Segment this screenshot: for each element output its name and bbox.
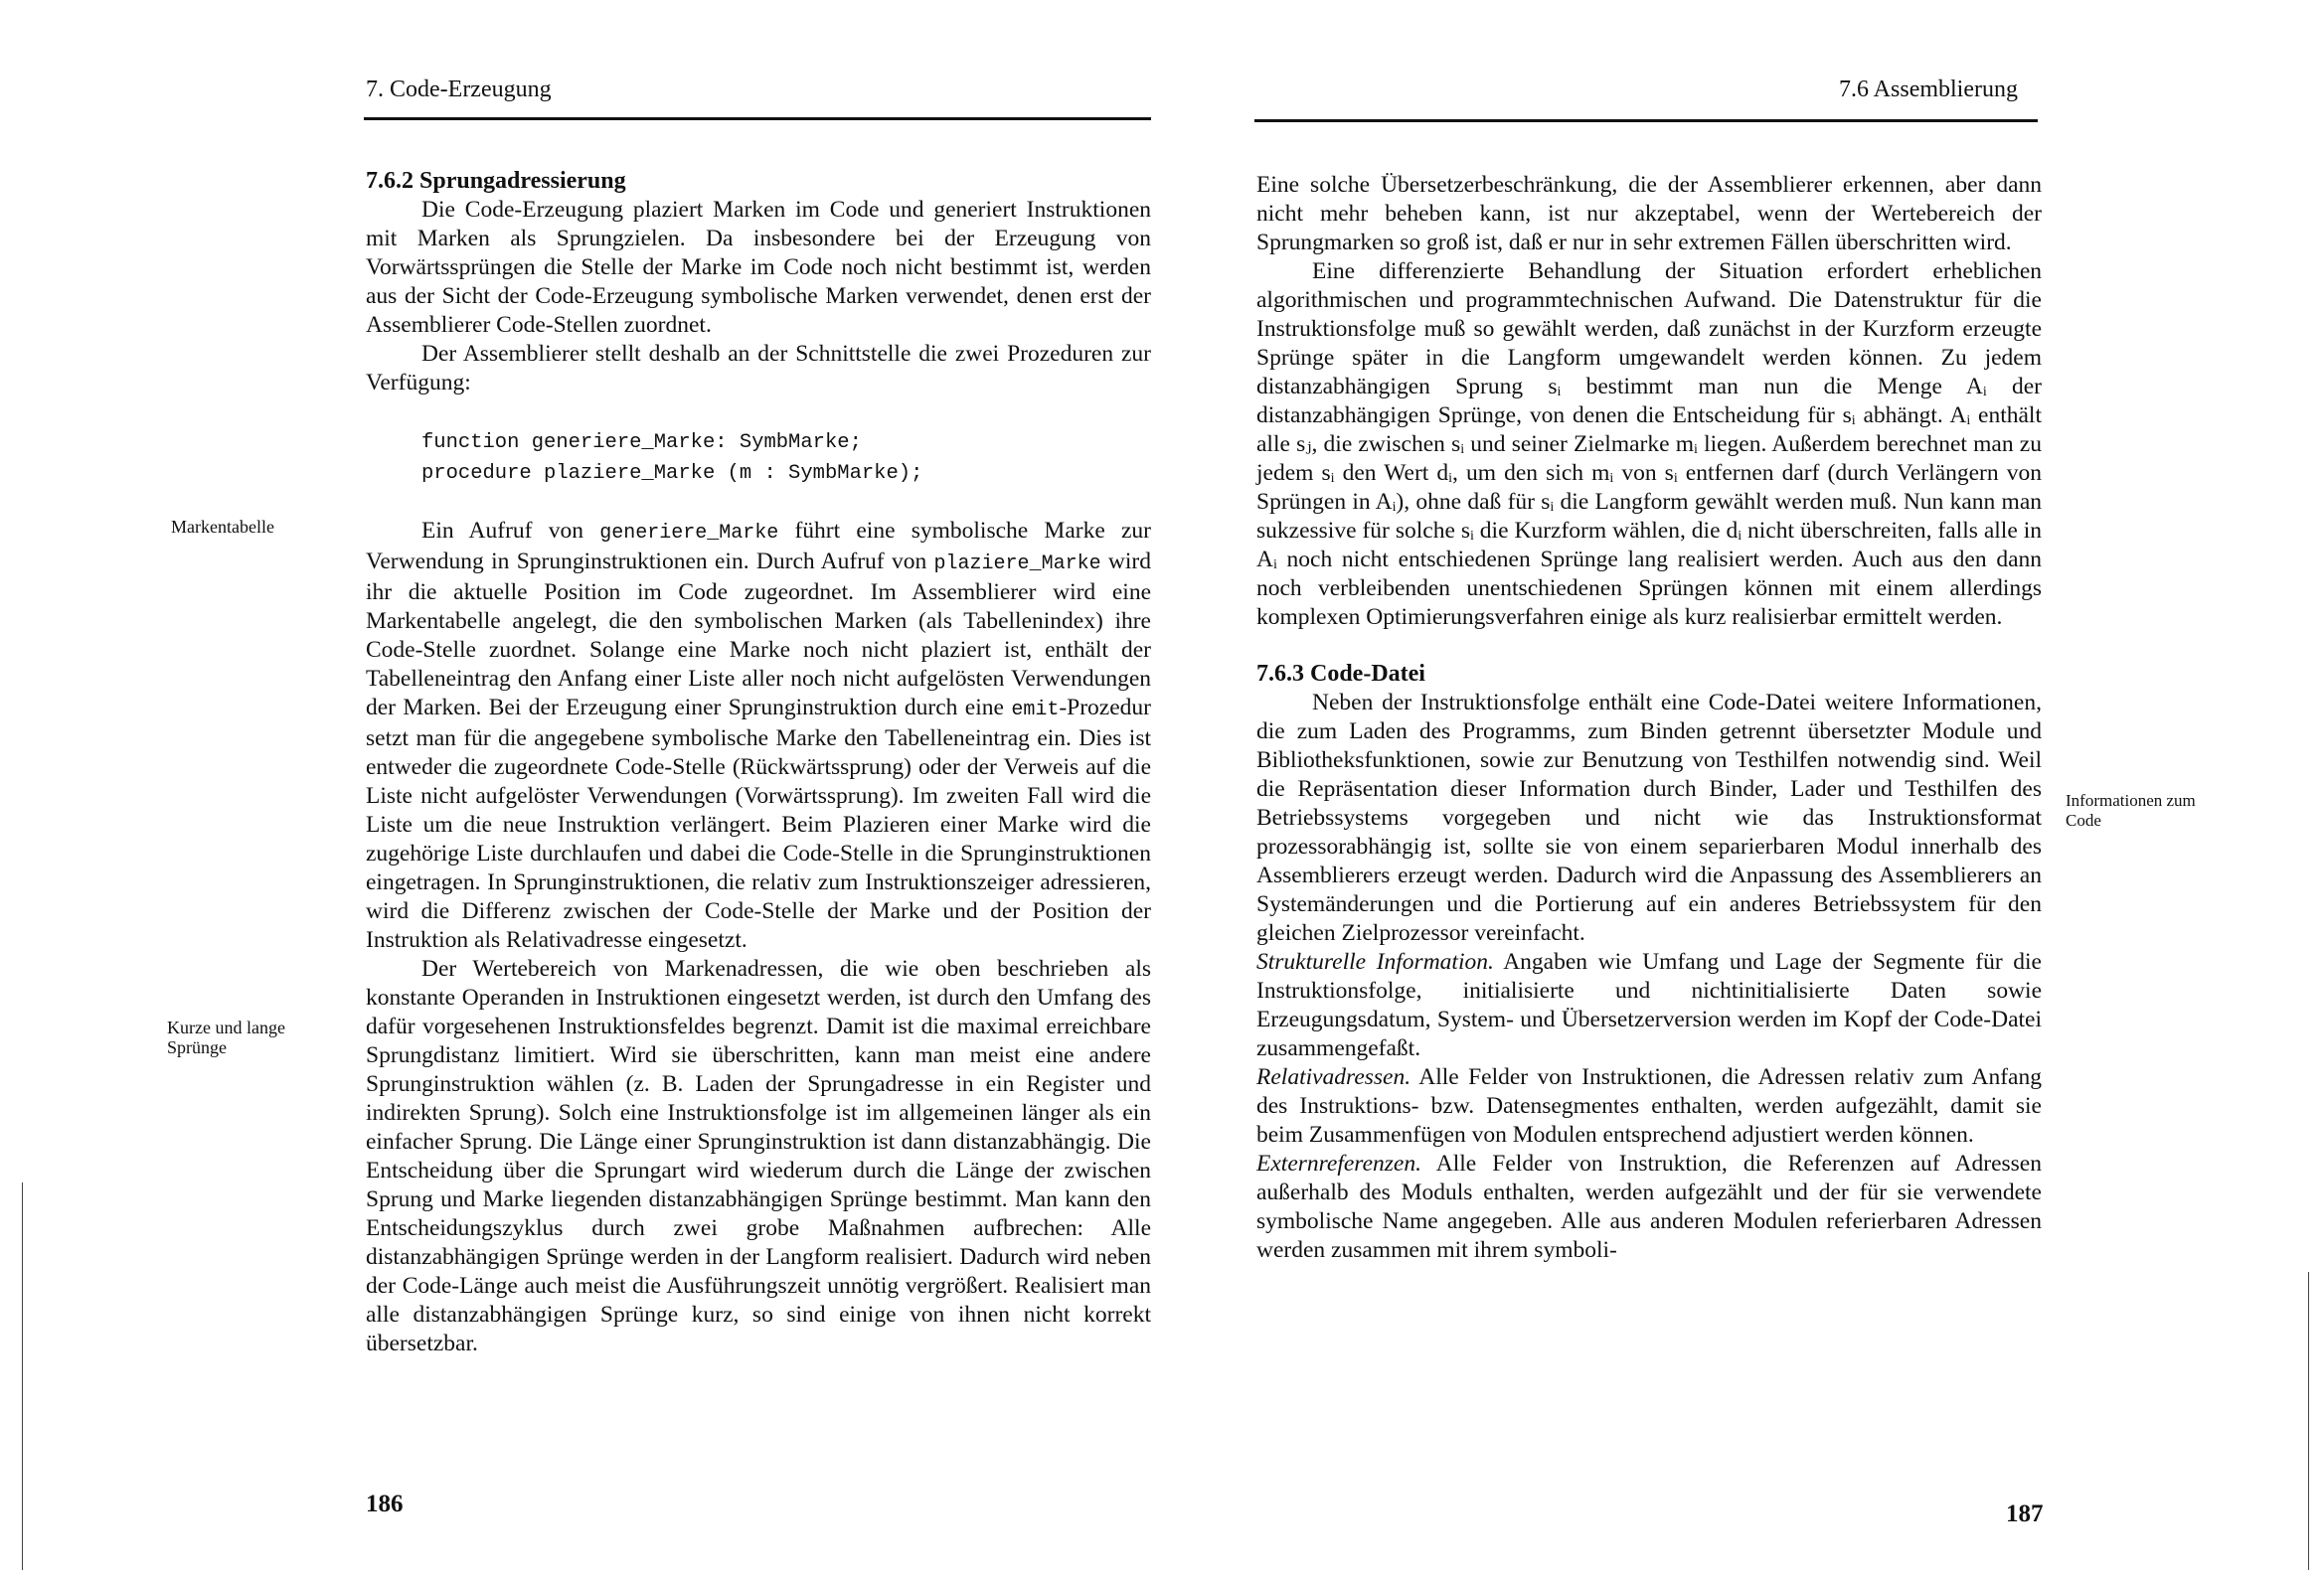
code-generiere-marke: generiere_Marke	[599, 522, 779, 545]
scan-edge-right	[2308, 1272, 2309, 1570]
left-paragraph-2: Der Assemblierer stellt deshalb an der Schnittstelle die zwei Prozeduren zur Verfügung:	[366, 341, 1151, 395]
margin-note-markentabelle: Markentabelle	[171, 517, 274, 537]
left-paragraph-1: Die Code-Erzeugung plaziert Marken im Code und generiert Instruktionen mit Marken als Sprungzielen. Da insbesondere bei der Erzeugung von Vorwärtssprüngen die Stelle der Marke im Code noch nicht bestimmt ist, werden aus der Sicht der Code-Erzeugung symbolische Marken verwendet, denen erst der Assemblierer Code-Stellen zuordnet.	[366, 197, 1151, 338]
running-head-left: 7. Code-Erzeugung	[366, 77, 552, 102]
header-rule-left	[364, 117, 1151, 120]
term-strukturelle-information: Strukturelle Information.	[1256, 949, 1494, 975]
scan-edge-left	[22, 1183, 23, 1570]
section-title-7-6-2: 7.6.2 Sprungadressierung	[366, 168, 626, 194]
left-body	[366, 167, 1151, 1358]
code-plaziere-marke: plaziere_Marke	[933, 552, 1101, 575]
term-relativadressen: Relativadressen.	[1256, 1064, 1411, 1090]
section-title-7-6-3: 7.6.3 Code-Datei	[1256, 661, 1425, 687]
right-body	[1256, 171, 2042, 1265]
margin-note-informationen: Informationen zum Code	[2066, 791, 2196, 830]
right-paragraph-external: Externreferenzen. Alle Felder von Instruktion, die Referenzen auf Adressen außerhalb des Moduls enthalten, werden aufgezählt und der für sie verwendete symbolische Name angegeben. Alle aus anderen Modulen referierbaren Adressen werden zusammen mit ihrem symboli-	[1256, 1151, 2042, 1263]
page-number-left: 186	[366, 1491, 404, 1517]
right-paragraph-relative: Relativadressen. Alle Felder von Instruktionen, die Adressen relativ zum Anfang des Instruktions- bzw. Datensegmentes enthalten, werden aufgezählt, damit sie beim Zusammenfügen von Modulen entsprechend adjustiert werden können.	[1256, 1064, 2042, 1148]
left-paragraph-3: Ein Aufruf von generiere_Marke führt eine symbolische Marke zur Verwendung in Sprunginstruktionen ein. Durch Aufruf von plaziere_Marke wird ihr die aktuelle Position im Code zugeordnet. Im Assemblierer wird eine Markentabelle angelegt, die den symbolischen Marken (als Tabellenindex) ihre Code-Stelle zuordnet. Solange eine Marke noch nicht plaziert ist, enthält der Tabelleneintrag den Anfang einer Liste aller noch nicht aufgelösten Verwendungen der Marken. Bei der Erzeugung einer Sprunginstruktion durch eine emit-Prozedur setzt man für die angegebene symbolische Marke den Tabelleneintrag ein. Dies ist entweder die zugeordnete Code-Stelle (Rückwärtssprung) oder der Verweis auf die Liste nicht aufgelöster Verwendungen (Vorwärtssprung). Im zweiten Fall wird die Liste um die neue Instruktion verlängert. Beim Plazieren einer Marke wird die zugehörige Liste durchlaufen und dabei die Code-Stelle in die Sprunginstruktionen eingetragen. In Sprunginstruktionen, die relativ zum Instruktionszeiger adressieren, wird die Differenz zwischen der Code-Stelle der Marke und der Position der Instruktion als Relativadresse eingesetzt.	[366, 518, 1151, 953]
left-paragraph-4: Der Wertebereich von Markenadressen, die wie oben beschrieben als konstante Operanden in Instruktionen eingesetzt werden, ist durch den Umfang des dafür vorgesehenen Instruktionsfeldes begrenzt. Damit ist die maximal erreichbare Sprungdistanz limitiert. Wird sie überschritten, kann man meist eine andere Sprunginstruktion wählen (z. B. Laden der Sprungadresse in ein Register und indirekten Sprung). Solch eine Instruktionsfolge ist im allgemeinen länger als ein einfacher Sprung. Die Länge einer Sprunginstruktion ist dann distanzabhängig. Die Entscheidung über die Sprungart wird wiederum durch die Länge der zwischen Sprung und Marke liegenden distanzabhängigen Sprünge bestimmt. Man kann den Entscheidungszyklus durch zwei grobe Maßnahmen aufbrechen: Alle distanzabhängigen Sprünge werden in der Langform realisiert. Dadurch wird neben der Code-Länge auch meist die Ausführungszeit unnötig vergrößert. Realisiert man alle distanzabhängigen Sprünge kurz, so sind einige von ihnen nicht korrekt übersetzbar.	[366, 956, 1151, 1356]
right-paragraph-structural: Strukturelle Information. Angaben wie Umfang und Lage der Segmente für die Instruktionsfolge, initialisierte und nichtinitialisierte Daten sowie Erzeugungsdatum, System- und Übersetzerversion werden im Kopf der Code-Datei zusammengefaßt.	[1256, 949, 2042, 1061]
code-emit: emit	[1011, 699, 1060, 721]
margin-note-kurze-lange: Kurze und lange Sprünge	[167, 1018, 285, 1057]
right-paragraph-3: Neben der Instruktionsfolge enthält eine Code-Datei weitere Informationen, die zum Laden des Programms, zum Binden getrennt übersetzter Module und Bibliotheksfunktionen, sowie zur Benutzung von Testhilfen notwendig sind. Weil die Repräsentation dieser Information durch Binder, Lader und Testhilfen des Betriebssystems vorgegeben und nicht wie das Instruktionsformat prozessorabhängig ist, sollte sie von einem separierbaren Modul innerhalb des Assemblierers erzeugt werden. Dadurch wird die Anpassung des Assemblierers an Systemänderungen und die Portierung auf ein anderes Betriebssystem für den gleichen Zielprozessor vereinfacht.	[1256, 690, 2042, 946]
code-block	[421, 427, 1151, 489]
page-number-right: 187	[2006, 1500, 2044, 1527]
header-rule-right	[1254, 119, 2038, 122]
right-paragraph-2: Eine differenzierte Behandlung der Situation erfordert erheblichen algorithmischen und programmtechnischen Aufwand. Die Datenstruktur für die Instruktionsfolge muß so gewählt werden, daß zunächst in der Kurzform erzeugte Sprünge später in die Langform umgewandelt werden können. Zu jedem distanzabhängigen Sprung sᵢ bestimmt man nun die Menge Aᵢ der distanzabhängigen Sprünge, von denen die Entscheidung für sᵢ abhängt. Aᵢ enthält alle sⱼ, die zwischen sᵢ und seiner Zielmarke mᵢ liegen. Außerdem berechnet man zu jedem sᵢ den Wert dᵢ, um den sich mᵢ von sᵢ entfernen darf (durch Verlängern von Sprüngen in Aᵢ), ohne daß für sᵢ die Langform gewählt werden muß. Nun kann man sukzessive für solche sᵢ die Kurzform wählen, die dᵢ nicht überschreiten, falls alle in Aᵢ noch nicht entschiedenen Sprünge lang realisiert werden. Auch aus den dann noch verbleibenden unentschiedenen Sprüngen können mit einem allerdings komplexen Optimierungsverfahren einige als kurz realisierbar ermittelt werden.	[1256, 258, 2042, 630]
term-externreferenzen: Externreferenzen.	[1256, 1151, 1421, 1177]
right-paragraph-1: Eine solche Übersetzerbeschränkung, die der Assemblierer erkennen, aber dann nicht mehr beheben kann, ist nur akzeptabel, wenn der Wertebereich der Sprungmarken so groß ist, daß er nur in sehr extremen Fällen überschritten wird.	[1256, 172, 2042, 255]
code-line-2: procedure plaziere_Marke (m : SymbMarke);	[421, 462, 923, 485]
code-line-1: function generiere_Marke: SymbMarke;	[421, 431, 862, 454]
running-head-right: 7.6 Assemblierung	[1839, 77, 2018, 102]
